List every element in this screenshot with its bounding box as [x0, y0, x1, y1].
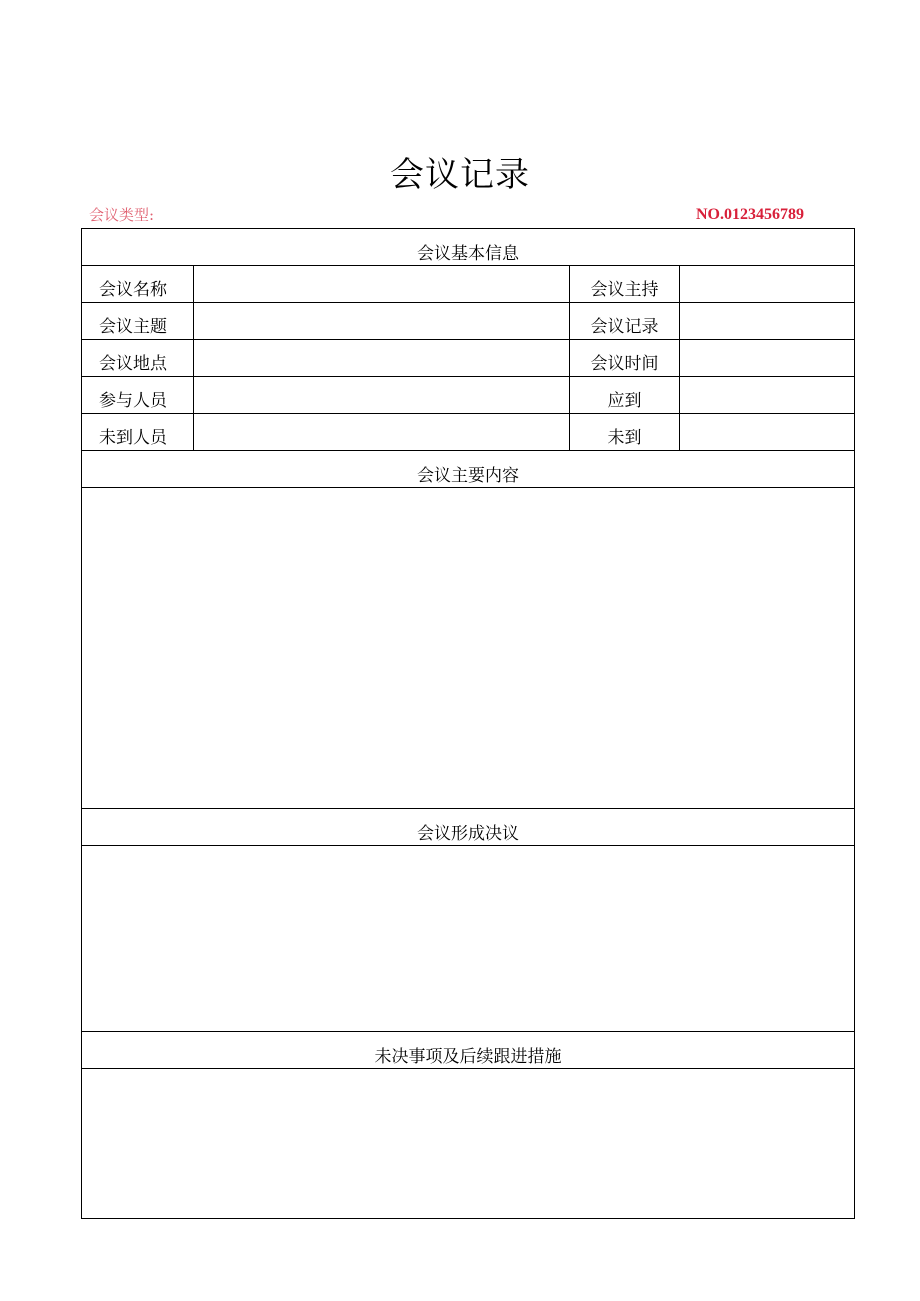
absent-people-field[interactable] — [194, 414, 570, 451]
time-field[interactable] — [680, 340, 855, 377]
meeting-name-field[interactable] — [194, 266, 570, 303]
meeting-record-form — [81, 228, 855, 1219]
topic-label: 会议主题 — [82, 303, 194, 340]
absent-field[interactable] — [680, 414, 855, 451]
topic-field[interactable] — [194, 303, 570, 340]
section-header-basic-info: 会议基本信息 — [82, 229, 855, 266]
time-label: 会议时间 — [570, 340, 680, 377]
main-content-area[interactable] — [82, 488, 855, 809]
page-title: 会议记录 — [390, 155, 530, 195]
host-field[interactable] — [680, 266, 855, 303]
meeting-name-label: 会议名称 — [82, 266, 194, 303]
document-number: NO.0123456789 — [696, 206, 804, 223]
pending-items-area[interactable] — [82, 1069, 855, 1219]
recorder-label: 会议记录 — [570, 303, 680, 340]
host-label: 会议主持 — [570, 266, 680, 303]
expected-label: 应到 — [570, 377, 680, 414]
section-header-main-content: 会议主要内容 — [82, 451, 855, 488]
resolutions-area[interactable] — [82, 846, 855, 1032]
participants-label: 参与人员 — [82, 377, 194, 414]
meeting-type-label: 会议类型: — [89, 206, 155, 224]
location-field[interactable] — [194, 340, 570, 377]
section-header-resolutions: 会议形成决议 — [82, 809, 855, 846]
section-header-pending-items: 未决事项及后续跟进措施 — [82, 1032, 855, 1069]
absent-people-label: 未到人员 — [82, 414, 194, 451]
absent-label: 未到 — [570, 414, 680, 451]
location-label: 会议地点 — [82, 340, 194, 377]
recorder-field[interactable] — [680, 303, 855, 340]
participants-field[interactable] — [194, 377, 570, 414]
expected-field[interactable] — [680, 377, 855, 414]
